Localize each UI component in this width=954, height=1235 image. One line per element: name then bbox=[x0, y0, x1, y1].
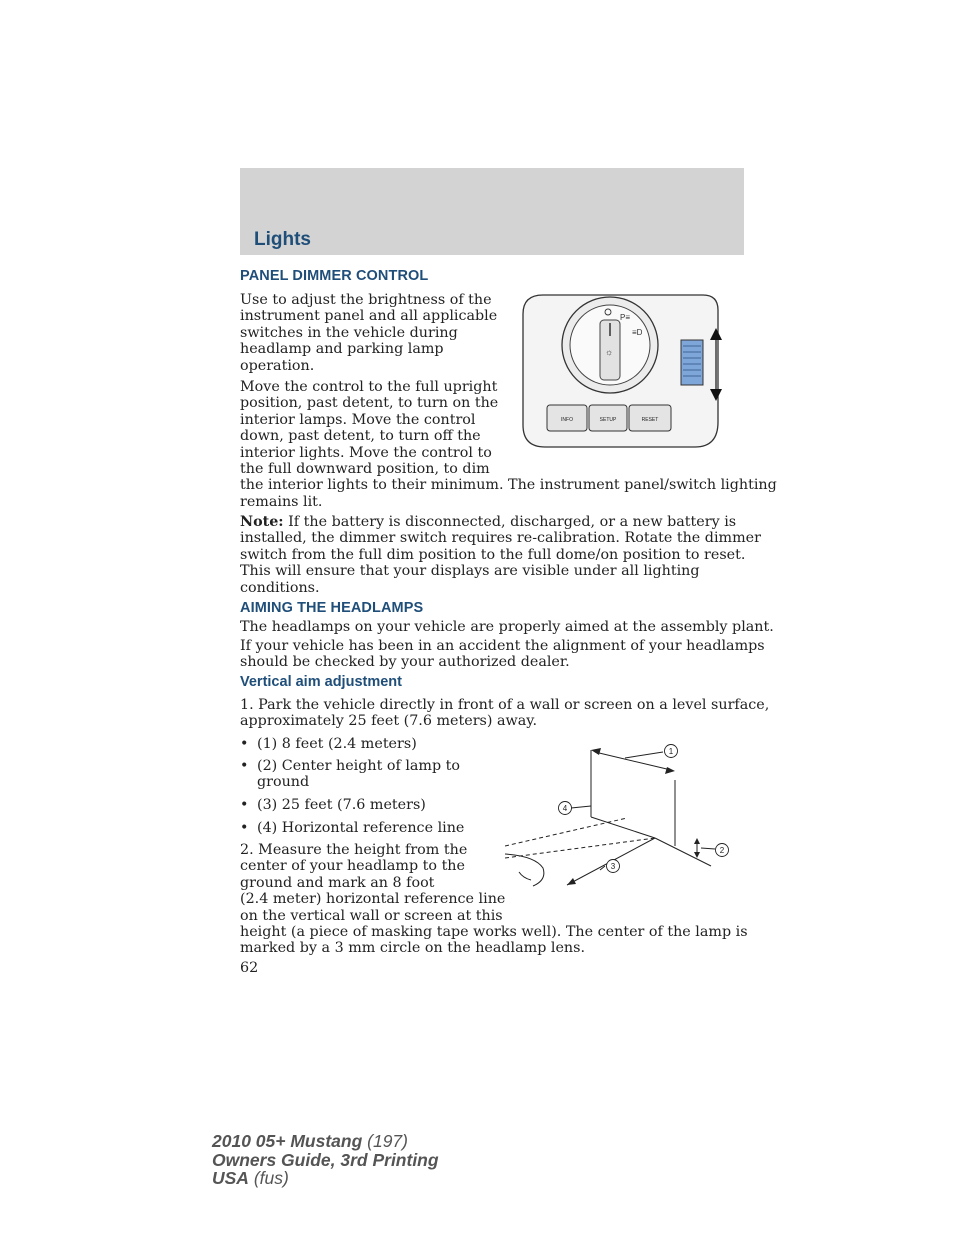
bullet-text: (2) Center height of lamp to bbox=[257, 758, 461, 774]
text-line: The headlamps on your vehicle are properly aimed at the assembly plant. bbox=[240, 619, 774, 635]
callout-3-label: 3 bbox=[610, 862, 616, 871]
page-number: 62 bbox=[240, 960, 259, 976]
text-line: instrument panel and all applicable bbox=[240, 308, 498, 325]
panel-dimmer-thumbwheel bbox=[681, 340, 703, 385]
arrow-head bbox=[665, 767, 675, 774]
text-line: interior lights. Move the control to bbox=[240, 444, 492, 461]
text-line: the full downward position, to dim bbox=[240, 461, 490, 478]
auto-lamp-icon: ☼ bbox=[605, 347, 614, 357]
text-line: down, past detent, to turn off the bbox=[240, 428, 481, 445]
callout-1-leader bbox=[625, 752, 663, 758]
text-line: interior lamps. Move the control bbox=[240, 411, 476, 428]
text-line: installed, the dimmer switch requires re-calibration. Rotate the dimmer bbox=[240, 530, 761, 547]
headlamp-outline bbox=[519, 872, 531, 880]
footer-guide: Owners Guide, 3rd Printing bbox=[212, 1149, 439, 1170]
text-line: switches in the vehicle during bbox=[240, 324, 458, 341]
aiming-para-2 bbox=[240, 638, 765, 671]
callout-2-label: 2 bbox=[719, 846, 725, 855]
document-footer bbox=[212, 1132, 439, 1188]
bullet-text: ground bbox=[257, 774, 310, 791]
beam-upper-dashed bbox=[505, 818, 627, 846]
bullet-text: (1) 8 feet (2.4 meters) bbox=[257, 736, 417, 752]
arrow-head bbox=[694, 838, 700, 844]
bullet-dot: • bbox=[240, 820, 249, 836]
callout-4-leader bbox=[571, 806, 591, 808]
callout-4-label: 4 bbox=[562, 804, 568, 813]
text-line: Use to adjust the brightness of the bbox=[240, 292, 492, 308]
text-line: should be checked by your authorized dealer. bbox=[240, 654, 570, 671]
aiming-heading: AIMING THE HEADLAMPS bbox=[240, 600, 424, 616]
footer-model: 2010 05+ Mustang bbox=[212, 1131, 363, 1151]
vertical-aim-subheading: Vertical aim adjustment bbox=[240, 674, 402, 690]
text-line: conditions. bbox=[240, 579, 320, 596]
text-line: the interior lights to their minimum. The instrument panel/switch lighting bbox=[240, 477, 777, 494]
reset-button-label: RESET bbox=[641, 417, 659, 423]
text-line: approximately 25 feet (7.6 meters) away. bbox=[240, 713, 538, 730]
text-line: 1. Park the vehicle directly in front of a wall or screen on a level surface, bbox=[240, 697, 770, 713]
text-line: 2. Measure the height from the bbox=[240, 842, 468, 858]
parking-lamp-icon: P≡ bbox=[620, 313, 631, 322]
footer-region: USA bbox=[212, 1168, 249, 1188]
text-line: marked by a 3 mm circle on the headlamp lens. bbox=[240, 940, 586, 957]
text-line: operation. bbox=[240, 357, 315, 374]
bullet-dot: • bbox=[240, 797, 249, 813]
arrow-head bbox=[694, 852, 700, 858]
callout-1-label: 1 bbox=[668, 747, 674, 756]
setup-button-label: SETUP bbox=[599, 417, 617, 423]
text-line: ground and mark an 8 foot bbox=[240, 874, 435, 891]
dimension-8ft-line bbox=[595, 752, 671, 770]
reference-line bbox=[591, 817, 655, 838]
text-line: on the vertical wall or screen at this bbox=[240, 907, 503, 924]
text-line: position, past detent, to turn on the bbox=[240, 395, 499, 412]
text-line: height (a piece of masking tape works well). The center of the lamp is bbox=[240, 924, 748, 941]
text-line: headlamp and parking lamp bbox=[240, 341, 444, 358]
text-line: switch from the full dim position to the full dome/on position to reset. bbox=[240, 546, 746, 563]
ground-line bbox=[655, 838, 711, 866]
vehicle-front-outline bbox=[505, 854, 544, 886]
headlamp-on-icon: ≡D bbox=[632, 328, 643, 337]
text-line: (2.4 meter) horizontal reference line bbox=[240, 891, 506, 908]
page-section-title: Lights bbox=[254, 229, 311, 250]
aiming-para-1 bbox=[240, 619, 774, 635]
text-line: remains lit. bbox=[240, 493, 323, 510]
panel-dimmer-note bbox=[240, 514, 761, 596]
arrow-head bbox=[591, 748, 601, 755]
headlamp-aiming-diagram bbox=[505, 738, 745, 898]
text-line: If your vehicle has been in an accident the alignment of your headlamps bbox=[240, 638, 765, 654]
text-line: This will ensure that your displays are visible under all lighting bbox=[240, 563, 700, 580]
note-label: Note: bbox=[240, 514, 284, 530]
panel-dimmer-para-1 bbox=[240, 292, 497, 374]
info-button-label: INFO bbox=[561, 417, 573, 423]
callout-2-leader bbox=[701, 848, 715, 849]
headlamp-switch-illustration bbox=[515, 292, 730, 452]
header-band bbox=[240, 168, 744, 255]
footer-region-code: (fus) bbox=[248, 1168, 289, 1188]
arrow-head bbox=[567, 878, 576, 885]
text-line: center of your headlamp to the bbox=[240, 858, 465, 875]
bullet-dot: • bbox=[240, 758, 249, 774]
footer-model-code: (197) bbox=[362, 1131, 408, 1151]
bullet-text: (3) 25 feet (7.6 meters) bbox=[257, 797, 426, 813]
panel-dimmer-heading: PANEL DIMMER CONTROL bbox=[240, 268, 429, 284]
text-line: Move the control to the full upright bbox=[240, 379, 498, 395]
bullet-text: (4) Horizontal reference line bbox=[257, 820, 465, 836]
bullet-dot: • bbox=[240, 736, 249, 752]
step-1 bbox=[240, 697, 769, 730]
text-line: If the battery is disconnected, discharged, or a new battery is bbox=[283, 514, 737, 530]
